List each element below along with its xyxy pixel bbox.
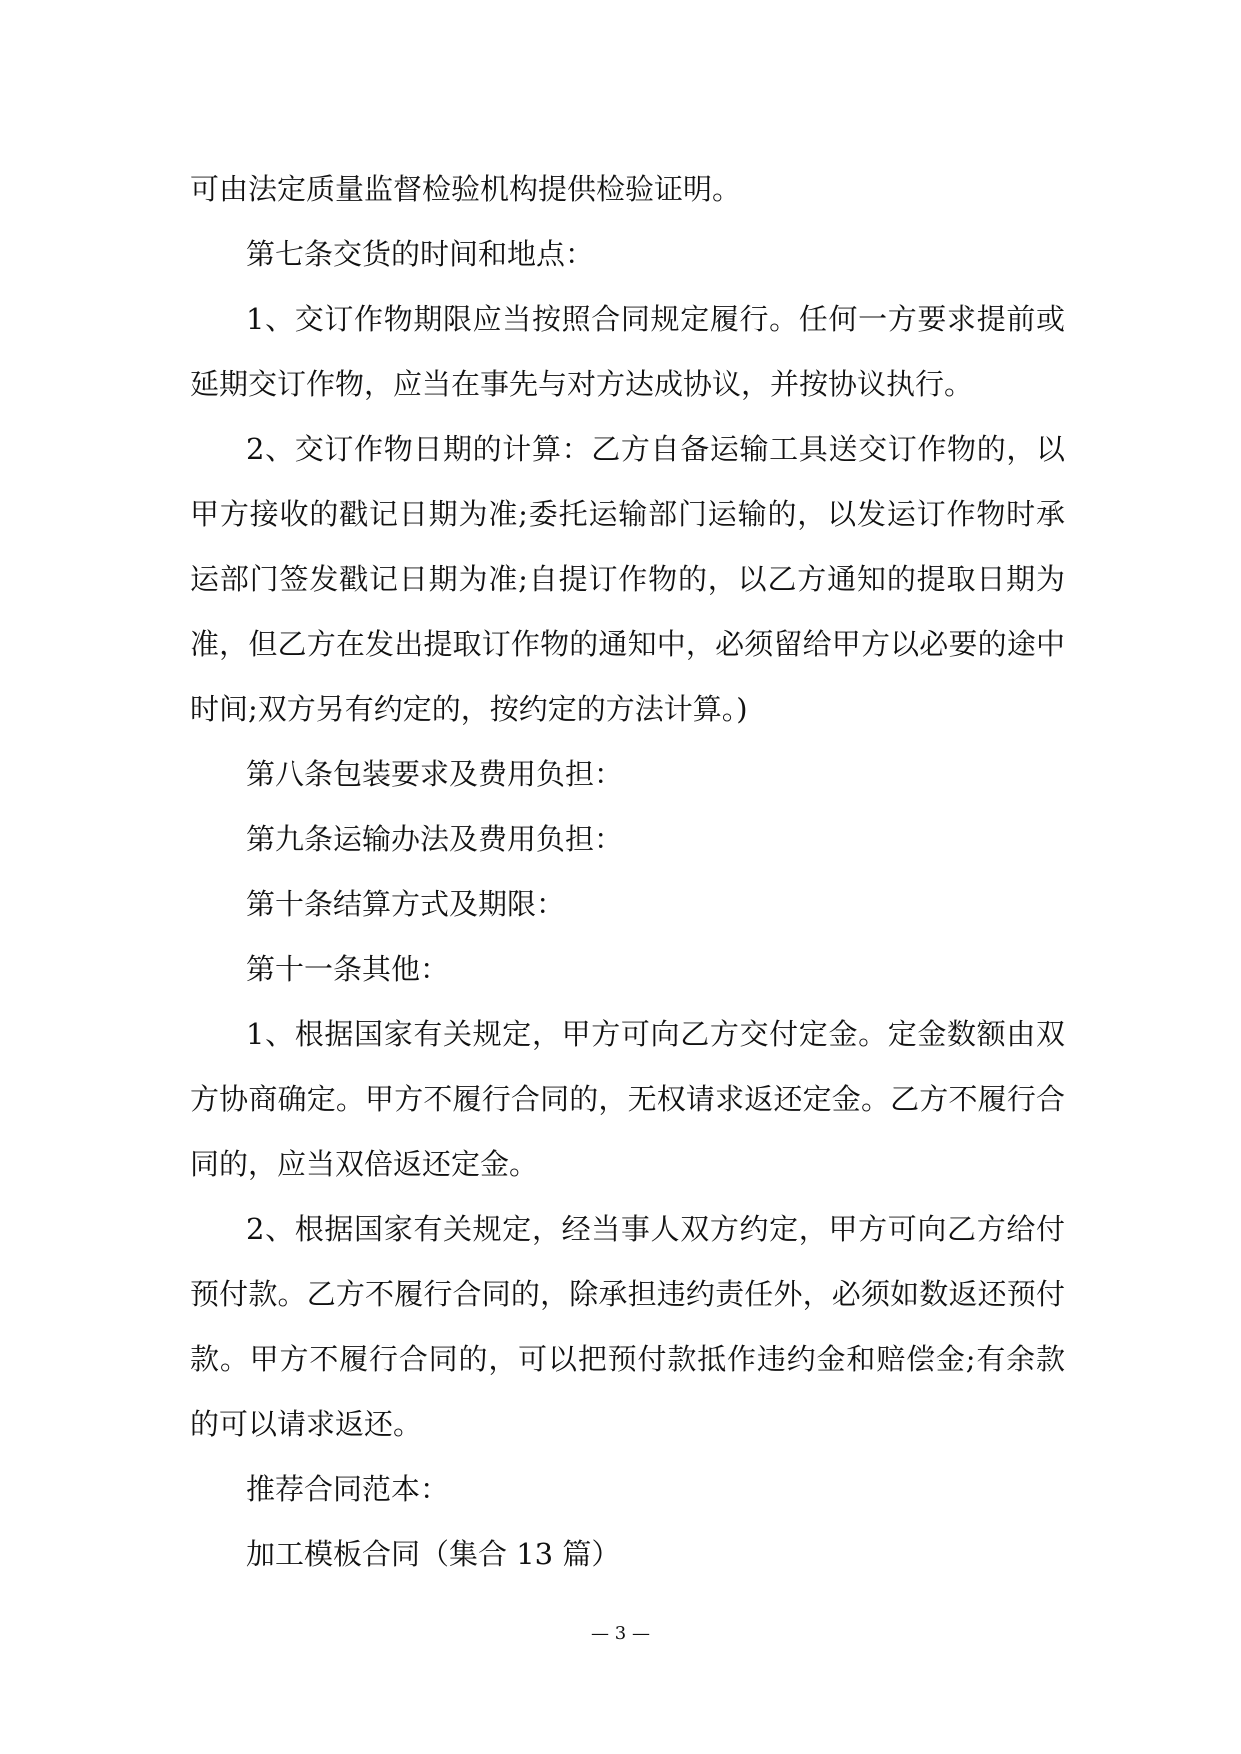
section-heading-article-8: 第八条包装要求及费用负担：	[246, 757, 624, 791]
body-line-17: 2、根据国家有关规定，经当事人双方约定，甲方可向乙方给付	[246, 1212, 1065, 1246]
body-line-15: 方协商确定。甲方不履行合同的，无权请求返还定金。乙方不履行合	[190, 1082, 1065, 1116]
body-line-18: 预付款。乙方不履行合同的，除承担违约责任外，必须如数返还预付	[190, 1277, 1065, 1311]
body-line-7: 运部门签发戳记日期为准;自提订作物的，以乙方通知的提取日期为	[190, 562, 1065, 596]
body-line-3: 1、交订作物期限应当按照合同规定履行。任何一方要求提前或	[246, 302, 1065, 336]
body-line-1: 可由法定质量监督检验机构提供检验证明。	[190, 172, 742, 206]
body-line-16: 同的，应当双倍返还定金。	[190, 1147, 539, 1181]
body-line-20: 的可以请求返还。	[190, 1407, 423, 1441]
body-line-4: 延期交订作物，应当在事先与对方达成协议，并按协议执行。	[190, 367, 974, 401]
body-line-5: 2、交订作物日期的计算：乙方自备运输工具送交订作物的，以	[246, 432, 1065, 466]
body-line-9: 时间;双方另有约定的，按约定的方法计算。)	[190, 692, 748, 726]
section-heading-article-7: 第七条交货的时间和地点：	[246, 237, 595, 271]
recommended-template-link: 加工模板合同（集合 13 篇）	[246, 1537, 621, 1571]
page-number: — 3 —	[591, 1623, 650, 1644]
body-line-14: 1、根据国家有关规定，甲方可向乙方交付定金。定金数额由双	[246, 1017, 1065, 1051]
section-heading-article-10: 第十条结算方式及期限：	[246, 887, 566, 921]
recommended-templates-heading: 推荐合同范本：	[246, 1472, 450, 1506]
document-body	[190, 157, 1065, 1587]
section-heading-article-9: 第九条运输办法及费用负担：	[246, 822, 624, 856]
body-line-6: 甲方接收的戳记日期为准;委托运输部门运输的，以发运订作物时承	[190, 497, 1065, 531]
body-line-8: 准，但乙方在发出提取订作物的通知中，必须留给甲方以必要的途中	[190, 627, 1065, 661]
body-line-19: 款。甲方不履行合同的，可以把预付款抵作违约金和赔偿金;有余款	[190, 1342, 1065, 1376]
section-heading-article-11: 第十一条其他：	[246, 952, 450, 986]
